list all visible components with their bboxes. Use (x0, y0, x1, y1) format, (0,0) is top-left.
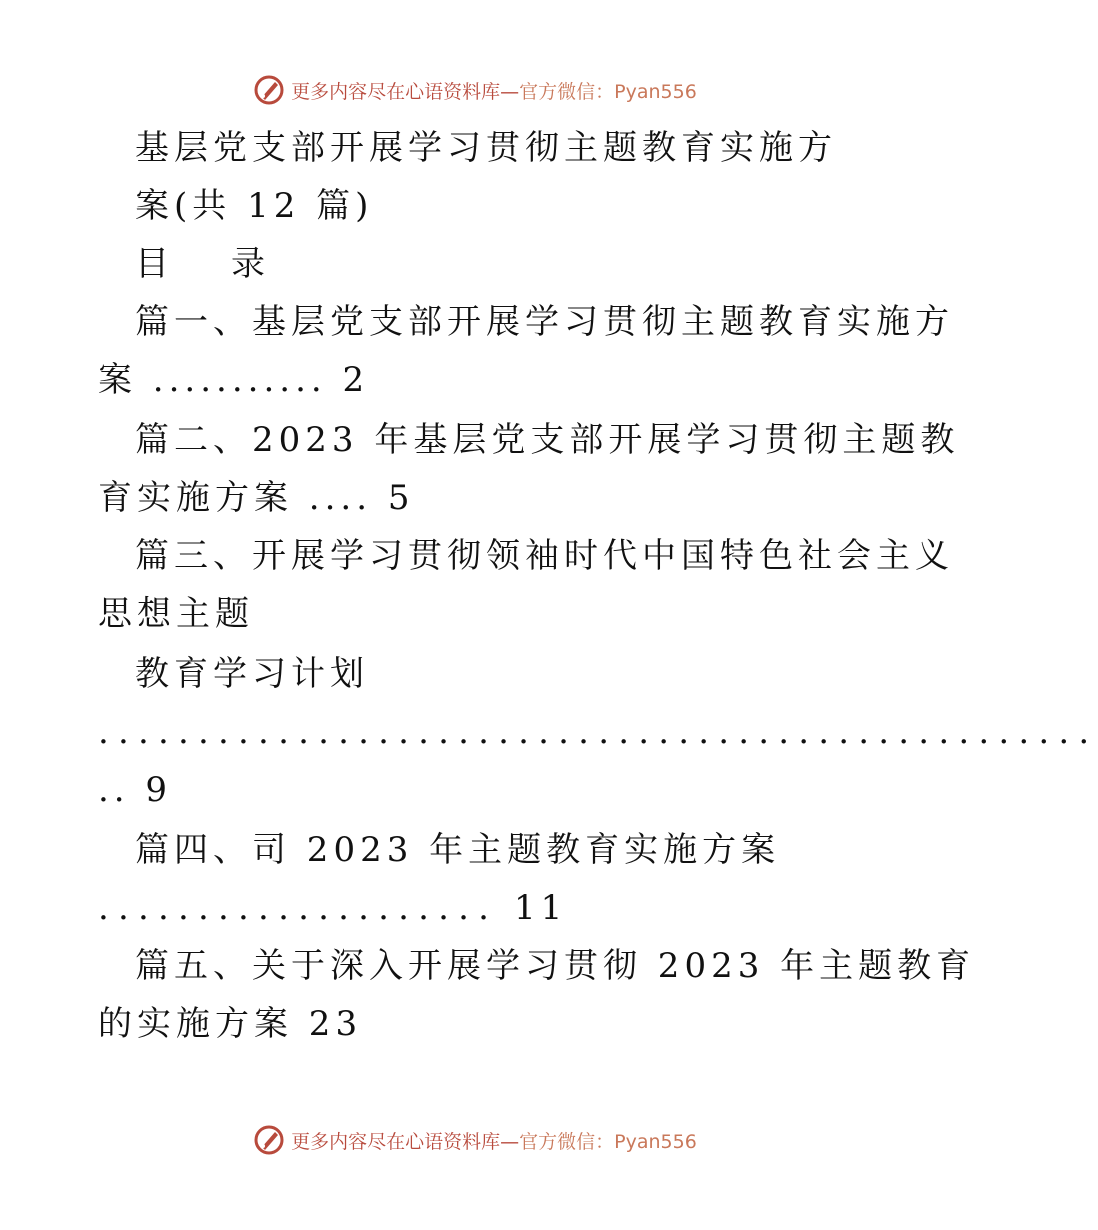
header-watermark (0, 74, 950, 106)
toc-heading: 目 录 (135, 244, 279, 284)
toc-entry-4-line-1: 篇四、司 2023 年主题教育实施方案 (135, 830, 781, 870)
toc-entry-4-page: 11 (513, 888, 568, 928)
watermark-text: 更多内容尽在心语资料库— (291, 80, 520, 103)
toc-entry-5-line-2: 的实施方案 23 (98, 1004, 363, 1044)
pen-seal-icon (253, 74, 285, 106)
toc-entry-3-line-3: 教育学习计划 (135, 654, 369, 694)
toc-entry-4-dot-leader: .................... (98, 888, 499, 928)
toc-entry-5-line-1: 篇五、关于深入开展学习贯彻 2023 年主题教育 (135, 946, 976, 986)
toc-entry-3-line-1: 篇三、开展学习贯彻领袖时代中国特色社会主义 (135, 536, 954, 576)
toc-entry-3-page: .. 9 (98, 770, 173, 810)
toc-entry-3-line-2: 思想主题 (98, 594, 254, 634)
footer-watermark (0, 1124, 950, 1156)
toc-entry-2-line-2: 育实施方案 .... 5 (98, 478, 415, 518)
doc-title-line-2: 案(共 12 篇) (135, 186, 374, 226)
doc-title-line-1: 基层党支部开展学习贯彻主题教育实施方 (135, 128, 837, 168)
toc-entry-4-line-2 (98, 888, 567, 928)
watermark-wechat: 官方微信：Pyan556 (519, 1130, 697, 1153)
watermark-wechat: 官方微信：Pyan556 (519, 80, 697, 103)
toc-entry-1-line-2: 案 ........... 2 (98, 360, 370, 400)
toc-entry-1-line-1: 篇一、基层党支部开展学习贯彻主题教育实施方 (135, 302, 954, 342)
toc-entry-3-dot-leader: .................................................. (98, 712, 1098, 752)
watermark-text: 更多内容尽在心语资料库— (291, 1130, 520, 1153)
pen-seal-icon (253, 1124, 285, 1156)
toc-entry-2-line-1: 篇二、2023 年基层党支部开展学习贯彻主题教 (135, 420, 960, 460)
